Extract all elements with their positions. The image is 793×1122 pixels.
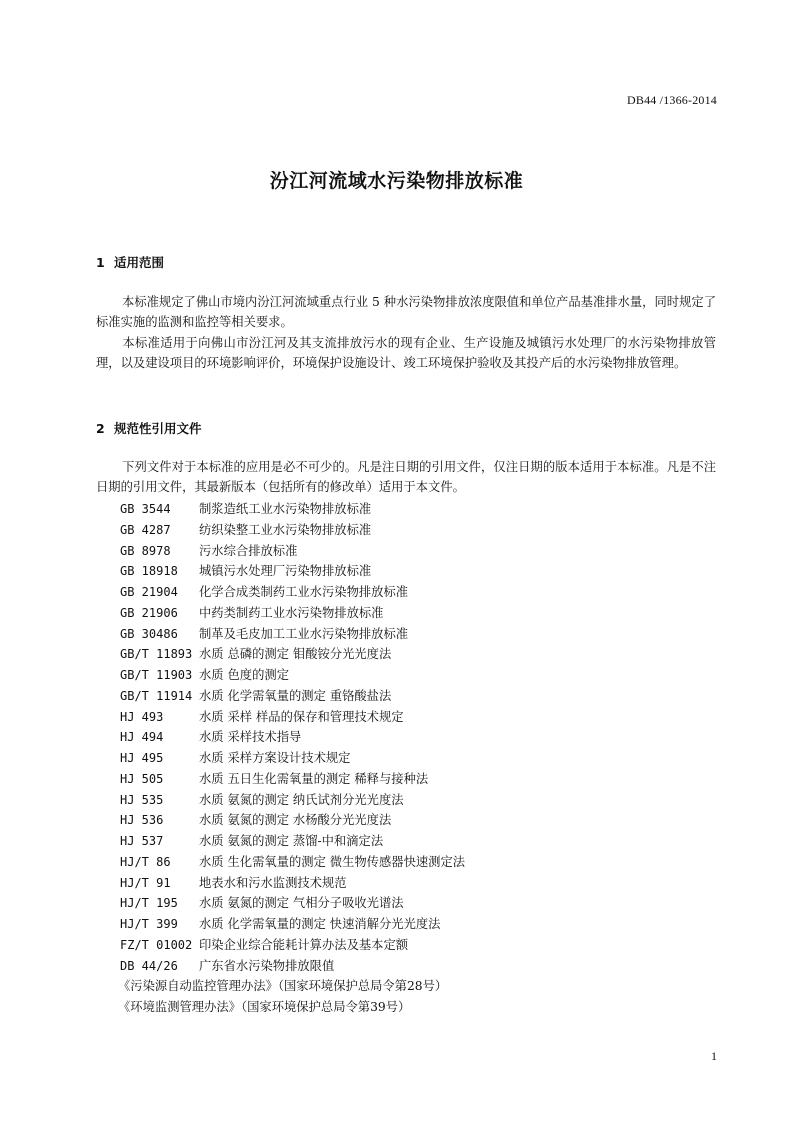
reference-name: 纺织染整工业水污染物排放标准 bbox=[199, 522, 372, 537]
reference-code: GB 4287 bbox=[120, 522, 171, 537]
reference-name: 水质 氨氮的测定 水杨酸分光光度法 bbox=[199, 813, 392, 828]
reference-name: 城镇污水处理厂污染物排放标准 bbox=[199, 564, 372, 579]
reference-name: 水质 氨氮的测定 纳氏试剂分光光度法 bbox=[199, 792, 404, 807]
reference-code: HJ 494 bbox=[120, 730, 164, 745]
reference-name: 化学合成类制药工业水污染物排放标准 bbox=[199, 585, 409, 599]
reference-name: 地表水和污水监测技术规范 bbox=[199, 875, 347, 890]
reference-name: 水质 氨氮的测定 气相分子吸收光谱法 bbox=[199, 896, 404, 911]
reference-item bbox=[120, 624, 465, 645]
document-title: 汾江河流域水污染物排放标准 bbox=[269, 170, 524, 192]
paragraph: 本标准规定了佛山市境内汾江河流域重点行业 5 种水污染物排放浓度限值和单位产品基准排水量，同时规定了标准实施的监测和监控等相关要求。 bbox=[96, 295, 716, 329]
reference-code: HJ/T 86 bbox=[120, 854, 171, 869]
reference-item bbox=[120, 852, 465, 873]
reference-code: HJ 495 bbox=[120, 751, 164, 765]
reference-item bbox=[120, 603, 465, 624]
reference-item bbox=[120, 582, 465, 603]
section-title: 适用范围 bbox=[114, 255, 165, 270]
reference-item bbox=[120, 499, 465, 520]
section-number: 1 bbox=[96, 255, 105, 270]
reference-item bbox=[120, 769, 465, 790]
reference-name: 中药类制药工业水污染物排放标准 bbox=[199, 605, 384, 620]
section-heading-normative-references bbox=[96, 419, 202, 437]
reference-code: HJ/T 195 bbox=[120, 896, 178, 911]
reference-item bbox=[120, 831, 465, 852]
reference-name: 水质 总磷的测定 钼酸铵分光光度法 bbox=[199, 647, 392, 662]
reference-item bbox=[120, 790, 465, 811]
reference-code: FZ/T 01002 bbox=[120, 937, 193, 952]
reference-item bbox=[120, 520, 465, 541]
reference-item bbox=[120, 686, 465, 707]
reference-code: HJ 535 bbox=[120, 792, 164, 807]
reference-item bbox=[120, 665, 465, 686]
reference-code: GB 3544 bbox=[120, 502, 171, 516]
reference-name: 水质 五日生化需氧量的测定 稀释与接种法 bbox=[199, 771, 429, 786]
reference-item bbox=[120, 956, 465, 977]
reference-code: DB 44/26 bbox=[120, 958, 178, 973]
reference-item bbox=[120, 707, 465, 728]
reference-item bbox=[120, 727, 465, 748]
regulation-item: 《污染源自动监控管理办法》（国家环境保护总局令第28号） bbox=[118, 979, 448, 994]
section-number: 2 bbox=[96, 421, 105, 436]
paragraph: 下列文件对于本标准的应用是必不可少的。凡是注日期的引用文件，仅注日期的版本适用于本标准。凡是不注日期的引用文件，其最新版本（包括所有的修改单）适用于本文件。 bbox=[96, 460, 716, 494]
reference-item bbox=[120, 810, 465, 831]
reference-item bbox=[120, 893, 465, 914]
reference-item bbox=[120, 914, 465, 935]
reference-item bbox=[120, 644, 465, 665]
section-heading-scope bbox=[96, 253, 164, 271]
reference-item bbox=[120, 873, 465, 894]
reference-name: 水质 氨氮的测定 蒸馏-中和滴定法 bbox=[199, 834, 384, 848]
reference-item bbox=[120, 748, 465, 769]
reference-name: 广东省水污染物排放限值 bbox=[199, 958, 335, 973]
reference-name: 水质 采样 样品的保存和管理技术规定 bbox=[199, 709, 404, 724]
reference-code: GB 30486 bbox=[120, 626, 178, 641]
page-number: 1 bbox=[711, 1049, 717, 1063]
reference-code: HJ 537 bbox=[120, 834, 164, 848]
reference-name: 印染企业综合能耗计算办法及基本定额 bbox=[199, 937, 409, 952]
reference-name: 水质 色度的测定 bbox=[199, 668, 289, 682]
reference-name: 水质 采样方案设计技术规定 bbox=[199, 751, 351, 765]
reference-code: GB 21906 bbox=[120, 605, 178, 620]
reference-code: GB/T 11893 bbox=[120, 647, 193, 662]
reference-code: GB 18918 bbox=[120, 564, 178, 579]
reference-code: HJ/T 399 bbox=[120, 917, 178, 931]
reference-name: 制浆造纸工业水污染物排放标准 bbox=[199, 502, 372, 516]
reference-code: HJ 505 bbox=[120, 771, 164, 786]
reference-code: HJ 536 bbox=[120, 813, 164, 828]
reference-item bbox=[120, 541, 465, 562]
reference-name: 水质 化学需氧量的测定 快速消解分光光度法 bbox=[199, 917, 441, 931]
reference-name: 水质 化学需氧量的测定 重铬酸盐法 bbox=[199, 688, 392, 703]
reference-code: HJ 493 bbox=[120, 709, 164, 724]
reference-code: GB/T 11914 bbox=[120, 688, 193, 703]
reference-code: GB/T 11903 bbox=[120, 668, 193, 682]
reference-name: 水质 采样技术指导 bbox=[199, 730, 302, 745]
section-title: 规范性引用文件 bbox=[114, 421, 202, 436]
regulation-item: 《环境监测管理办法》（国家环境保护总局令第39号） bbox=[118, 1000, 411, 1014]
reference-name: 制革及毛皮加工工业水污染物排放标准 bbox=[199, 626, 409, 641]
reference-item bbox=[120, 561, 465, 582]
reference-code: GB 21904 bbox=[120, 585, 178, 599]
document-code: DB44 /1366-2014 bbox=[627, 93, 717, 107]
reference-item bbox=[120, 935, 465, 956]
paragraph: 本标准适用于向佛山市汾江河及其支流排放污水的现有企业、生产设施及城镇污水处理厂的水污染物排放管理，以及建设项目的环境影响评价，环境保护设施设计、竣工环境保护验收及其投产后的水污染物排放管理。 bbox=[96, 336, 716, 370]
reference-code: GB 8978 bbox=[120, 543, 171, 558]
reference-name: 污水综合排放标准 bbox=[199, 543, 298, 558]
reference-name: 水质 生化需氧量的测定 微生物传感器快速测定法 bbox=[199, 854, 466, 869]
reference-code: HJ/T 91 bbox=[120, 875, 171, 890]
reference-list bbox=[120, 499, 465, 1018]
